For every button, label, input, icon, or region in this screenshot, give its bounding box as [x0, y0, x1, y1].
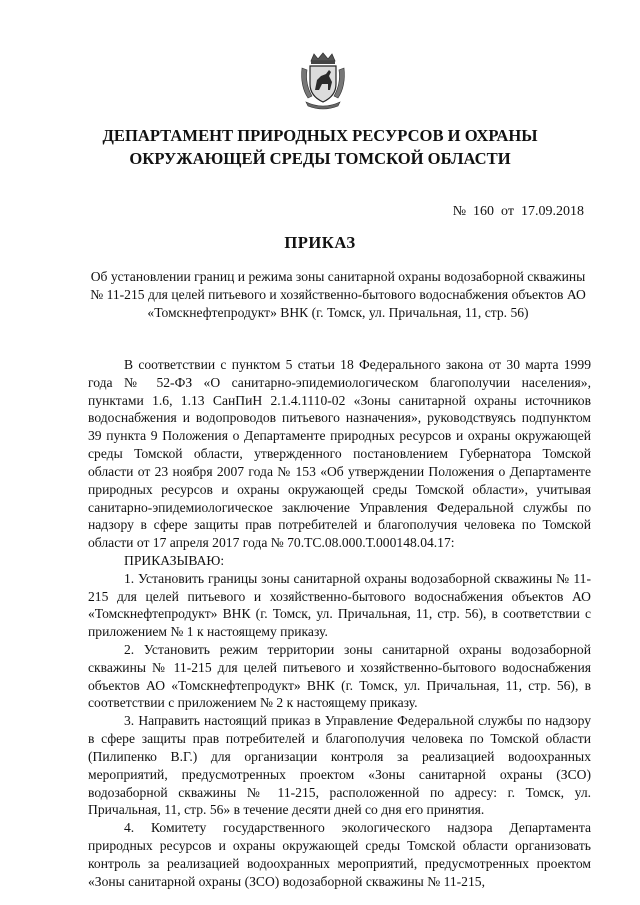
preamble-paragraph: В соответствии с пунктом 5 статьи 18 Федерального закона от 30 марта 1999 года № 52-ФЗ «О санитарно-эпидемиологическом благополучии населения», пунктами 1.6, 1.13 СанПиН 2.1.4.1110-02 «Зоны санитарной охраны источников водоснабжения и водопроводов питьевого назначения», руководствуясь подпунктом 39 пункта 9 Положения о Департаменте природных ресурсов и охраны окружающей среды Томской области, утвержденного постановлением Губернатора Томской области от 23 ноября 2007 года № 153 «Об утверждении Положения о Департаменте природных ресурсов и охраны окружающей среды Томской области», учитывая санитарно-эпидемиологическое заключение Управления Федеральной службы по надзору в сфере защиты прав потребителей и благополучия человека по Томской области от 17 апреля 2017 года № 70.ТС.08.000.Т.000148.04.17: — [88, 357, 591, 551]
department-heading — [60, 124, 580, 170]
order-word — [88, 552, 591, 570]
order-number: № 160 от 17.09.2018 — [452, 204, 584, 219]
order-word-text: ПРИКАЗЫВАЮ: — [124, 552, 225, 568]
order-item-3: 3. Направить настоящий приказ в Управление Федеральной службы по надзору в сфере защиты прав потребителей и благополучия человека по Томской области (Пилипенко В.Г.) для организации контроля за реализацией водоохранных мероприятий, предусмотренных проектом «Зоны санитарной охраны (ЗСО) водозаборной скважины № 11-215, расположенной по адресу: г. Томск, ул. Причальная, 11, стр. 56» в течение десяти дней со дня его принятия. — [88, 713, 591, 818]
heading-line-1: ДЕПАРТАМЕНТ ПРИРОДНЫХ РЕСУРСОВ И ОХРАНЫ — [102, 126, 538, 145]
order-title: ПРИКАЗ — [284, 233, 356, 252]
order-subject: Об установлении границ и режима зоны санитарной охраны водозаборной скважины № 11-215 для целей питьевого и хозяйственно-бытового водоснабжения объектов АО «Томскнефтепродукт» ВНК (г. Томск, ул. Причальная, 11, стр. 56) — [90, 269, 586, 321]
order-item-1: 1. Установить границы зоны санитарной охраны водозаборной скважины № 11-215 для целей питьевого и хозяйственно-бытового водоснабжения объектов АО «Томскнефтепродукт» ВНК (г. Томск, ул. Причальная, 11, стр. 56), в соответствии с приложением № 1 к настоящему приказу. — [88, 570, 591, 640]
order-item-2: 2. Установить режим территории зоны санитарной охраны водозаборной скважины № 11-215 для целей питьевого и хозяйственно-бытового водоснабжения объектов АО «Томскнефтепродукт» ВНК (г. Томск, ул. Причальная, 11, стр. 56), в соответствии с приложением № 2 к настоящему приказу. — [88, 642, 591, 711]
coat-of-arms-icon — [298, 52, 348, 110]
order-item-4: 4. Комитету государственного экологического надзора Департамента природных ресурсов и охраны окружающей среды Томской области организовать контроль за реализацией водоохранных мероприятий, предусмотренных проектом «Зоны санитарной охраны (ЗСО) водозаборной скважины № 11-215, — [88, 820, 591, 889]
order-body — [88, 356, 591, 890]
heading-line-2: ОКРУЖАЮЩЕЙ СРЕДЫ ТОМСКОЙ ОБЛАСТИ — [129, 149, 511, 168]
